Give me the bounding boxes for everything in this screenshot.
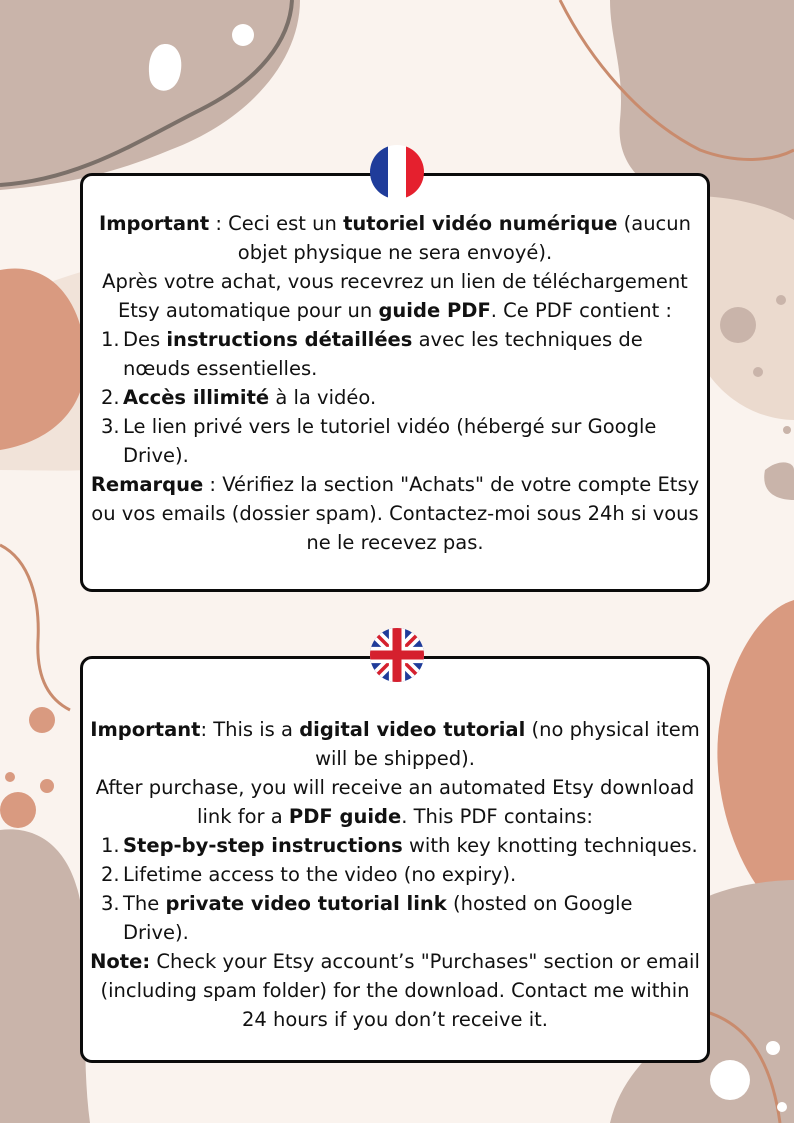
english-purchase-text: After purchase, you will receive an automated Etsy download link for a PDF guide. This PDF contains:	[95, 776, 695, 828]
english-intro: Important: This is a digital video tutorial (no physical item will be shipped).	[90, 718, 700, 770]
english-info-card	[80, 656, 710, 1063]
french-purchase-text: Après votre achat, vous recevrez un lien de téléchargement Etsy automatique pour un guide PDF. Ce PDF contient :	[102, 270, 688, 322]
french-intro: Important : Ceci est un tutoriel vidéo numérique (aucun objet physique ne sera envoyé).	[98, 212, 691, 264]
list-item: 3. The private video tutorial link (hosted on Google Drive).	[101, 892, 633, 944]
french-info-card	[80, 173, 710, 592]
french-note: Remarque : Vérifiez la section "Achats" de votre compte Etsy ou vos emails (dossier spam). Contactez-moi sous 24h si vous ne le recevez pas.	[90, 473, 700, 554]
list-item: 1. Des instructions détaillées avec les techniques de nœuds essentielles.	[101, 328, 643, 380]
france-flag-icon	[370, 145, 424, 199]
french-contents-list	[87, 325, 703, 470]
list-item: 1. Step-by-step instructions with key knotting techniques.	[101, 834, 698, 857]
list-item: 2. Accès illimité à la vidéo.	[101, 386, 377, 409]
uk-flag-icon	[370, 628, 424, 682]
english-note: Note: Check your Etsy account’s "Purchases" section or email (including spam folder) for the download. Contact me within 24 hours if you don’t receive it.	[90, 950, 700, 1031]
english-contents-list	[87, 831, 703, 947]
list-item: 3. Le lien privé vers le tutoriel vidéo (hébergé sur Google Drive).	[101, 415, 657, 467]
list-item: 2. Lifetime access to the video (no expiry).	[101, 863, 517, 886]
